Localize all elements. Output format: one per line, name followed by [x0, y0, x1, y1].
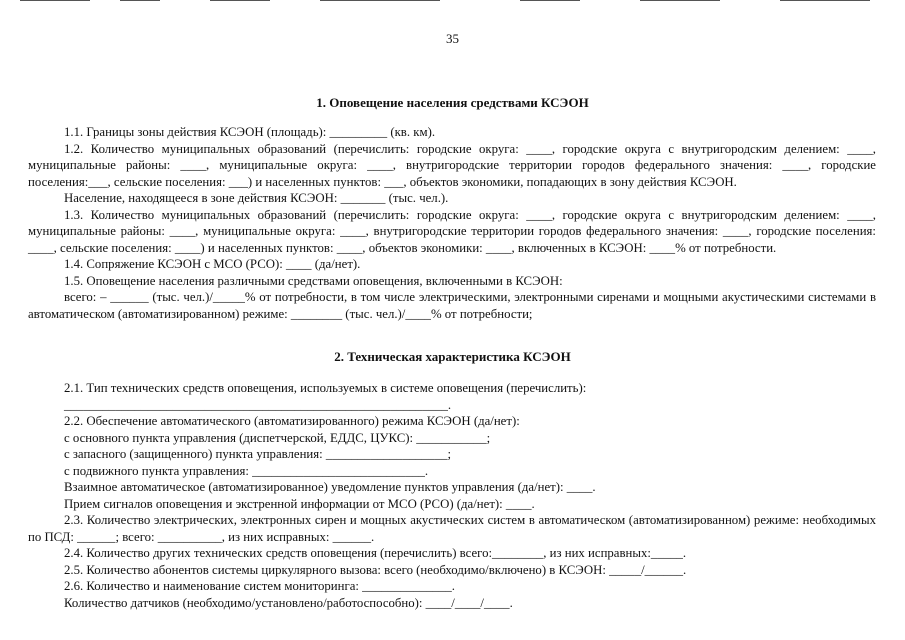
paragraph-2-2-reserve: с запасного (защищенного) пункта управления: ___________________;: [64, 447, 452, 461]
paragraph-2-3: 2.3. Количество электрических, электронных сирен и мощных акустических систем в автоматическом (автоматизированном) режиме: необходимых по ПСД: ______; всего: __________, из них исправных: ______.: [28, 513, 876, 544]
paragraph-1-5: 1.5. Оповещение населения различными средствами оповещения, включенными в КСЭОН:: [64, 273, 563, 288]
paragraph-2-2-mobile: с подвижного пункта управления: ___________________________.: [64, 463, 429, 478]
paragraph-population: Население, находящееся в зоне действия КСЭОН: _______ (тыс. чел.).: [64, 191, 449, 205]
paragraph-2-4: 2.4. Количество других технических средств оповещения (перечислить) всего:________, из них исправных:_____.: [64, 546, 687, 560]
paragraph-mutual-notification: Взаимное автоматическое (автоматизированное) уведомление пунктов управления (да/нет): ____.: [64, 480, 596, 494]
section-2-body: [28, 380, 876, 611]
section-1-heading: 1. Оповещение населения средствами КСЭОН: [316, 95, 589, 110]
section-2-heading: 2. Техническая характеристика КСЭОН: [334, 349, 571, 364]
paragraph-2-2: 2.2. Обеспечение автоматического (автоматизированного) режима КСЭОН (да/нет):: [64, 414, 520, 428]
paragraph-1-3: 1.3. Количество муниципальных образований (перечислить: городские округа: ____, городские округа с внутригородским делением: ____, муниципальные районы: ____, муниципальные округа: ____, внутригородские территории городов федерального значения: ____, городские поселения: ____, сельские поселения: ____) и населенных пунктов: ____, объектов экономики: ____, включенных в КСЭОН: ____% от потребности.: [28, 207, 876, 255]
paragraph-2-1-blank: ____________________________________________________________.: [64, 397, 452, 412]
paragraph-1-1: 1.1. Границы зоны действия КСЭОН (площадь): _________ (кв. км).: [64, 125, 436, 139]
top-rule: [0, 0, 905, 2]
paragraph-2-6: 2.6. Количество и наименование систем мониторинга: ______________.: [64, 579, 455, 593]
paragraph-2-2-main: с основного пункта управления (диспетчерской, ЕДДС, ЦУКС): ___________;: [64, 430, 491, 445]
page-number: 35: [446, 31, 459, 46]
paragraph-signal-reception: Прием сигналов оповещения и экстренной информации от МСО (РСО) (да/нет): ____.: [64, 496, 535, 511]
paragraph-sensors: Количество датчиков (необходимо/установлено/работоспособно): ____/____/____.: [64, 595, 513, 610]
section-1-body: [28, 124, 876, 322]
paragraph-1-4: 1.4. Сопряжение КСЭОН с МСО (РСО): ____ (да/нет).: [64, 257, 361, 271]
paragraph-total: всего: – ______ (тыс. чел.)/_____% от потребности, в том числе электрическими, электронными сиренами и мощными акустическими системами в автоматическом (автоматизированном) режиме: ________ (тыс. чел.)/____% от потребности;: [28, 290, 876, 321]
paragraph-2-5: 2.5. Количество абонентов системы циркулярного вызова: всего (необходимо/включено) в КСЭОН: _____/______.: [64, 562, 687, 577]
paragraph-1-2: 1.2. Количество муниципальных образований (перечислить: городские округа: ____, городские округа с внутригородским делением: ____, муниципальные районы: ____, муниципальные округа: ____, внутригородские территории городов федерального значения: ____, городские поселения:___, сельские поселения: ___) и населенных пунктов: ___, объектов экономики, попадающих в зону действия КСЭОН.: [28, 141, 876, 189]
paragraph-2-1: 2.1. Тип технических средств оповещения, используемых в системе оповещения (перечислить):: [64, 381, 587, 395]
